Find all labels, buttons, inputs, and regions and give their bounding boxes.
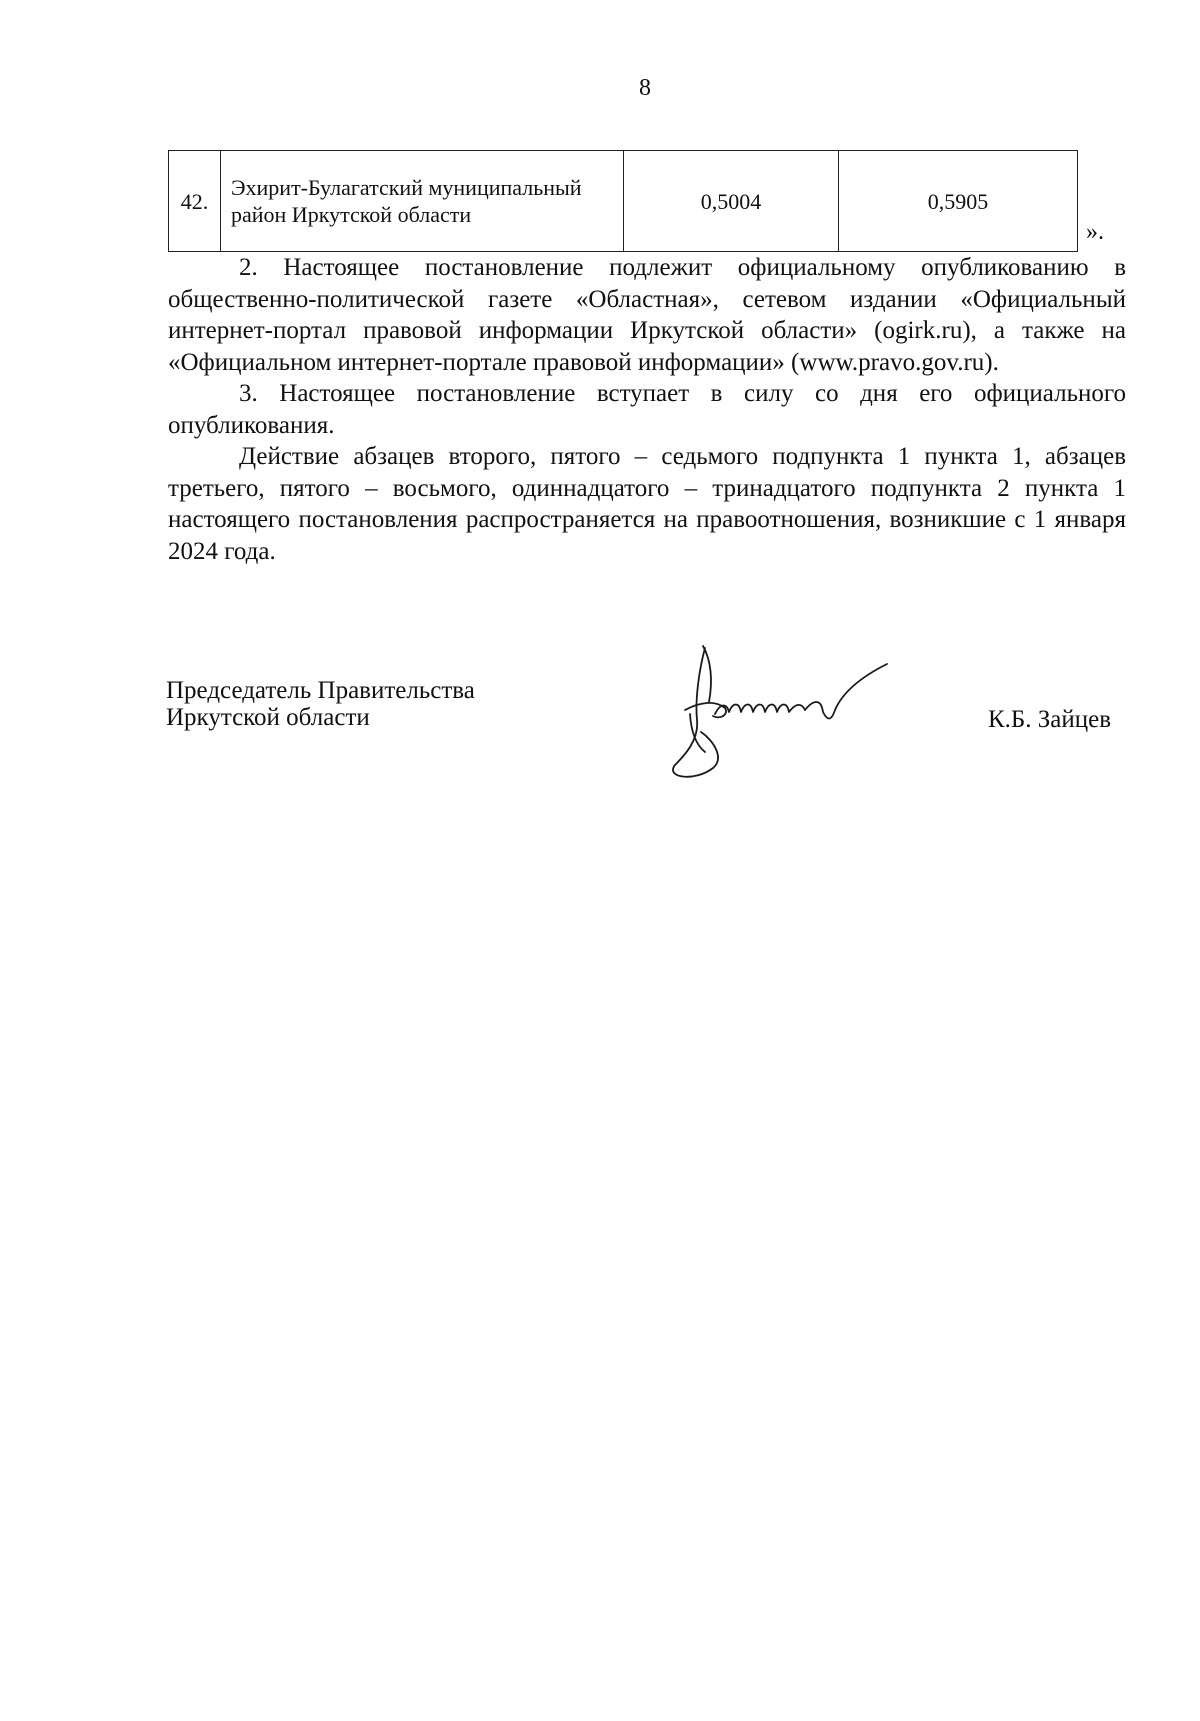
coefficients-table xyxy=(168,150,1078,252)
row-number-cell: 42. xyxy=(169,151,221,251)
handwritten-signature xyxy=(655,640,915,790)
value-1-cell: 0,5004 xyxy=(624,151,839,251)
paragraph-publication: 2. Настоящее постановление подлежит официальному опубликованию в общественно-политической газете «Областная», сетевом издании «Официальный интернет-портал правовой информации Иркутской области» (ogirk.ru), а также на «Официальном интернет-портале правовой информации» (www.pravo.gov.ru). xyxy=(168,254,1126,376)
paragraph-effective-date: 3. Настоящее постановление вступает в силу со дня его официального опубликования. xyxy=(168,380,1126,439)
page-number: 8 xyxy=(639,75,651,101)
closing-quote: ». xyxy=(1086,219,1104,245)
paragraph-retroactive: Действие абзацев второго, пятого – седьмого подпункта 1 пункта 1, абзацев третьего, пятого – восьмого, одиннадцатого – тринадцатого подпункта 2 пункта 1 настоящего постановления распространяется на правоотношения, возникшие с 1 января 2024 года. xyxy=(168,443,1126,565)
value-2-cell: 0,5905 xyxy=(927,188,989,214)
signer-title-line-2: Иркутской области xyxy=(166,704,370,731)
document-body xyxy=(168,252,1126,567)
signer-name: К.Б. Зайцев xyxy=(988,706,1112,733)
signer-title-line-1: Председатель Правительства xyxy=(166,677,475,704)
district-name-cell: Эхирит-Булагатский муниципальный район Иркутской области xyxy=(221,151,624,251)
signer-title xyxy=(166,677,475,731)
